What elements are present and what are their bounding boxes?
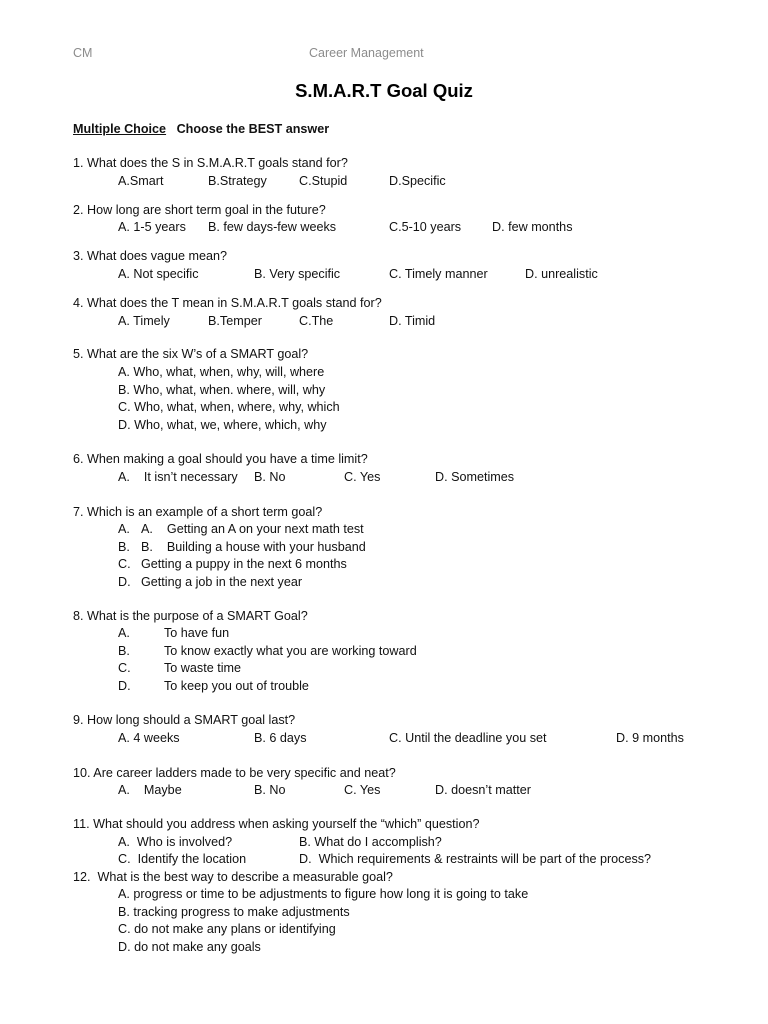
q7-letter-a: A. [118,522,130,536]
q3-option-c: C. Timely manner [389,267,488,281]
instructions-text: Choose the BEST answer [176,122,330,136]
q7-letter-b: B. [118,540,130,554]
q12-option-c: C. do not make any plans or identifying [118,922,336,936]
header-course-title: Career Management [309,46,424,60]
question-10: 10. Are career ladders made to be very specific and neat? [73,766,396,780]
q2-option-b: B. few days-few weeks [208,220,337,234]
q3-option-a: A. Not specific [118,267,199,281]
question-1: 1. What does the S in S.M.A.R.T goals stand for? [73,156,348,170]
q7-option-d: Getting a job in the next year [141,575,303,589]
q7-letter-d: D. [118,575,131,589]
q3-option-b: B. Very specific [254,267,341,281]
q6-option-d: D. Sometimes [435,470,515,484]
q11-option-b: B. What do I accomplish? [299,835,442,849]
question-6: 6. When making a goal should you have a time limit? [73,452,368,466]
q11-option-d: D. Which requirements & restraints will be part of the process? [299,852,652,866]
q10-option-c: C. Yes [344,783,381,797]
q12-option-b: B. tracking progress to make adjustments [118,905,350,919]
q8-letter-d: D. [118,679,131,693]
q12-option-d: D. do not make any goals [118,940,261,954]
section-label: Multiple Choice [73,122,167,136]
q4-option-d: D. Timid [389,314,436,328]
q8-option-b: To know exactly what you are working toward [164,644,417,658]
q7-option-b: B. Building a house with your husband [141,540,366,554]
q10-option-d: D. doesn’t matter [435,783,531,797]
q7-option-a: A. Getting an A on your next math test [141,522,364,536]
page-title: S.M.A.R.T Goal Quiz [295,80,473,101]
q4-option-a: A. Timely [118,314,170,328]
q9-option-b: B. 6 days [254,731,307,745]
q12-option-a: A. progress or time to be adjustments to figure how long it is going to take [118,887,529,901]
q9-option-a: A. 4 weeks [118,731,180,745]
q10-option-a: A. Maybe [118,783,182,797]
question-3: 3. What does vague mean? [73,249,228,263]
q8-option-a: To have fun [164,626,230,640]
q5-option-c: C. Who, what, when, where, why, which [118,400,340,414]
q1-option-a: A.Smart [118,174,164,188]
q2-option-a: A. 1-5 years [118,220,186,234]
q2-option-d: D. few months [492,220,573,234]
question-7: 7. Which is an example of a short term goal? [73,505,323,519]
q9-option-d: D. 9 months [616,731,684,745]
q6-option-c: C. Yes [344,470,381,484]
header-course-code: CM [73,46,93,60]
q4-option-c: C.The [299,314,334,328]
q5-option-a: A. Who, what, when, why, will, where [118,365,325,379]
q1-option-b: B.Strategy [208,174,267,188]
question-4: 4. What does the T mean in S.M.A.R.T goals stand for? [73,296,382,310]
q1-option-c: C.Stupid [299,174,348,188]
q6-option-b: B. No [254,470,286,484]
q10-option-b: B. No [254,783,286,797]
q5-option-d: D. Who, what, we, where, which, why [118,418,327,432]
q7-option-c: Getting a puppy in the next 6 months [141,557,347,571]
question-8: 8. What is the purpose of a SMART Goal? [73,609,308,623]
q8-letter-a: A. [118,626,130,640]
question-2: 2. How long are short term goal in the future? [73,203,326,217]
question-12: 12. What is the best way to describe a measurable goal? [73,870,393,884]
q8-letter-b: B. [118,644,130,658]
question-5: 5. What are the six W’s of a SMART goal? [73,347,309,361]
q9-option-c: C. Until the deadline you set [389,731,547,745]
q6-option-a: A. It isn’t necessary [118,470,238,484]
q4-option-b: B.Temper [208,314,262,328]
q8-letter-c: C. [118,661,131,675]
q5-option-b: B. Who, what, when. where, will, why [118,383,326,397]
q7-letter-c: C. [118,557,131,571]
instructions [73,122,329,136]
question-9: 9. How long should a SMART goal last? [73,713,296,727]
q11-option-c: C. Identify the location [118,852,247,866]
question-11: 11. What should you address when asking yourself the “which” question? [73,817,480,831]
q8-option-c: To waste time [164,661,241,675]
q2-option-c: C.5-10 years [389,220,462,234]
q11-option-a: A. Who is involved? [118,835,233,849]
q8-option-d: To keep you out of trouble [164,679,309,693]
q3-option-d: D. unrealistic [525,267,598,281]
q1-option-d: D.Specific [389,174,446,188]
